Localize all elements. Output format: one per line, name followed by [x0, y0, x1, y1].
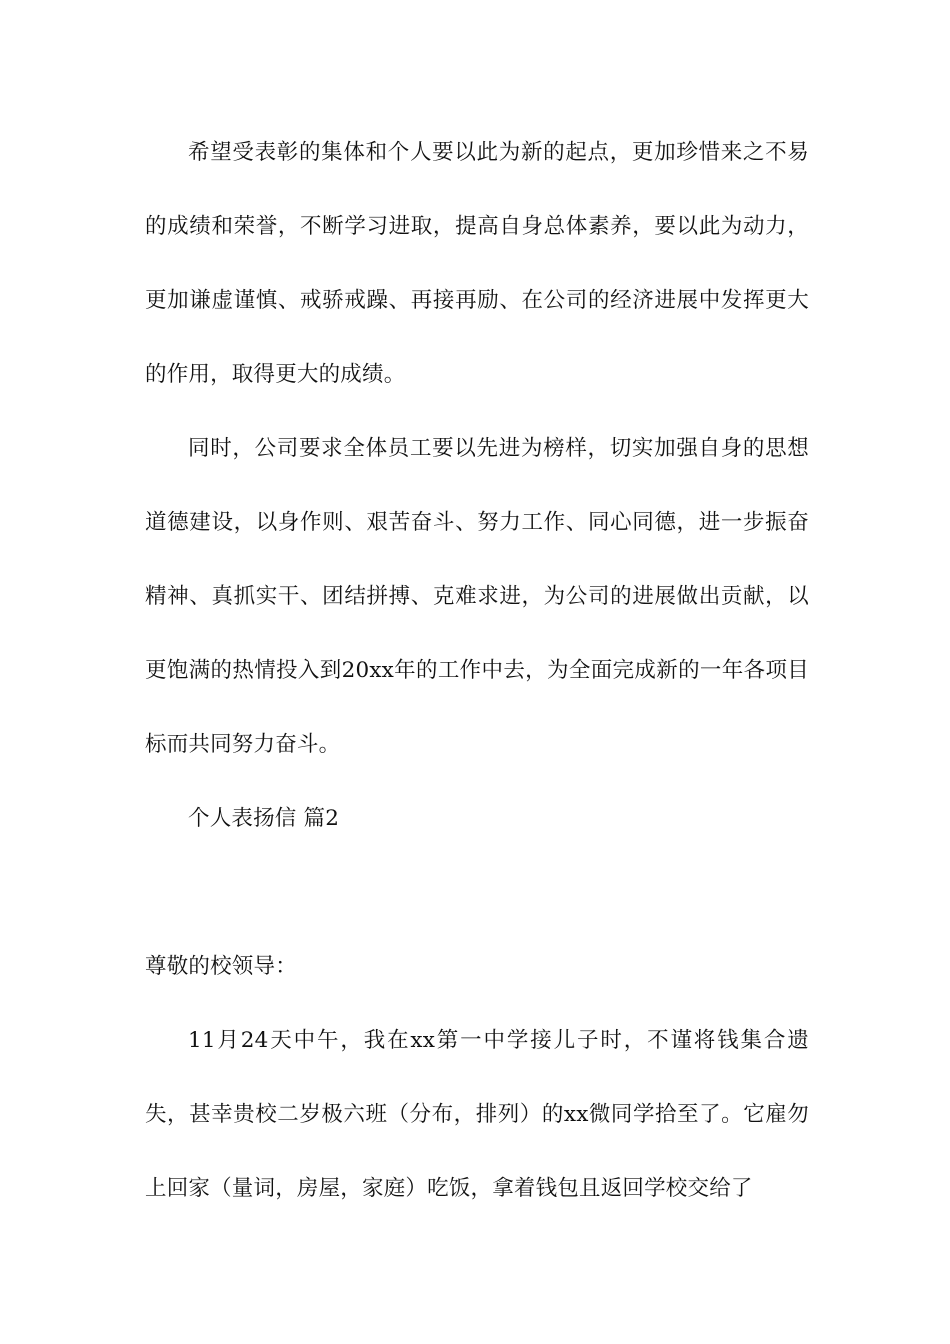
- paragraph-commendation-hope: 希望受表彰的集体和个人要以此为新的起点，更加珍惜来之不易的成绩和荣誉，不断学习进取，提高自身总体素养，要以此为动力，更加谦虚谨慎、戒骄戒躁、再接再励、在公司的经济进展中发挥更大的作用，取得更大的成绩。: [145, 140, 809, 387]
- salutation: 尊敬的校领导：: [145, 954, 297, 979]
- paragraph-letter-body: 11月24天中午，我在xx第一中学接儿子时，不谨将钱集合遗失，甚幸贵校二岁极六班（分布，排列）的xx微同学拾至了。它雇勿上回家（量词，房屋，家庭）吃饭，拿着钱包且返回学校交给了: [145, 1028, 809, 1201]
- paragraph-company-requirement: 同时，公司要求全体员工要以先进为榜样，切实加强自身的思想道德建设，以身作则、艰苦奋斗、努力工作、同心同德，进一步振奋精神、真抓实干、团结拼搏、克难求进，为公司的进展做出贡献，以更饱满的热情投入到20xx年的工作中去，为全面完成新的一年各项目标而共同努力奋斗。: [145, 436, 809, 757]
- section-heading: 个人表扬信 篇2: [188, 806, 340, 831]
